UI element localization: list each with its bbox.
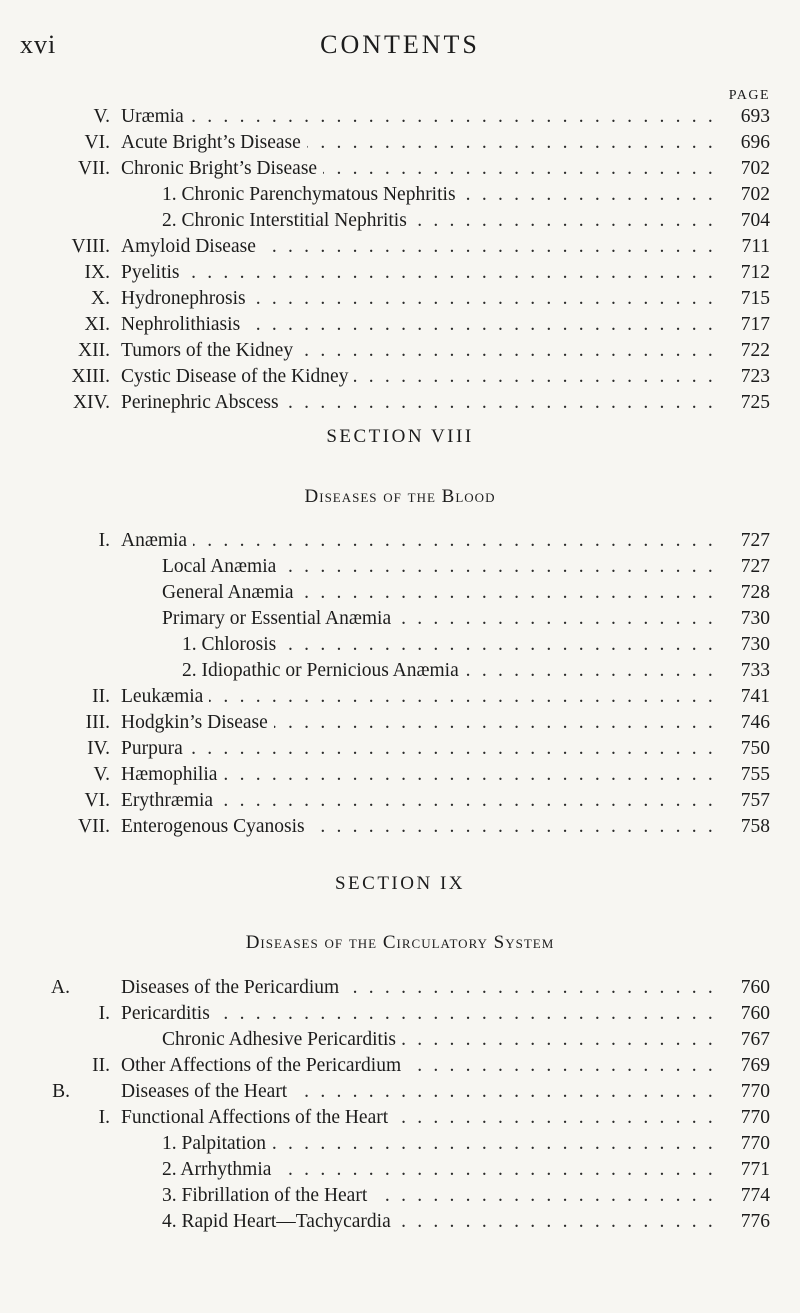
toc-entry-label: Perinephric Abscess — [121, 392, 285, 413]
toc-entry — [0, 580, 800, 606]
toc-entry-label: Hydronephrosis — [121, 288, 252, 309]
toc-entry-page: 730 — [740, 634, 770, 655]
toc-entry-number: VII. — [78, 158, 110, 179]
toc-entry-label: 2. Arrhythmia — [162, 1159, 277, 1180]
toc-entry — [0, 338, 800, 364]
toc-entry-page: 770 — [740, 1133, 770, 1154]
toc-entry-label: Pyelitis — [121, 262, 186, 283]
toc-entry-page: 696 — [740, 132, 770, 153]
toc-entry — [0, 658, 800, 684]
toc-entry-number: B. — [52, 1081, 70, 1102]
toc-entry-page: 711 — [741, 236, 770, 257]
toc-entry — [0, 208, 800, 234]
page-number: xvi — [20, 30, 57, 59]
toc-entry-page: 741 — [740, 686, 770, 707]
toc-entry-page: 702 — [740, 158, 770, 179]
toc-entry — [0, 814, 800, 840]
toc-entry-label: 4. Rapid Heart—Tachycardia — [162, 1211, 397, 1232]
toc-entry-number: V. — [93, 764, 110, 785]
toc-entry-page: 776 — [740, 1211, 770, 1232]
toc-entry-label: Cystic Disease of the Kidney — [121, 366, 354, 387]
toc-entry — [0, 762, 800, 788]
toc-entry — [0, 975, 800, 1001]
toc-entry-label: Primary or Essential Anæmia — [162, 608, 397, 629]
toc-entry-label: 2. Chronic Interstitial Nephritis — [162, 210, 413, 231]
toc-entry-label: Amyloid Disease — [121, 236, 262, 257]
toc-entry-label: 1. Chlorosis — [182, 634, 282, 655]
toc-entry-page: 771 — [740, 1159, 770, 1180]
toc-entry-number: I. — [98, 530, 110, 551]
toc-entry-page: 730 — [740, 608, 770, 629]
toc-entry-label: Diseases of the Pericardium — [121, 977, 345, 998]
toc-entry — [0, 1105, 800, 1131]
toc-entry-page: 693 — [740, 106, 770, 127]
toc-entry-label: Anæmia — [121, 530, 193, 551]
toc-entry-page: 725 — [740, 392, 770, 413]
toc-entry — [0, 1053, 800, 1079]
toc-entry — [0, 364, 800, 390]
toc-entry-label: 1. Palpitation — [162, 1133, 272, 1154]
toc-entry — [0, 1079, 800, 1105]
toc-entry — [0, 606, 800, 632]
toc-block-circulatory — [0, 975, 800, 1235]
toc-entry-label: Hodgkin’s Disease — [121, 712, 274, 733]
toc-entry-page: 733 — [740, 660, 770, 681]
toc-entry-number: X. — [91, 288, 110, 309]
toc-entry — [0, 554, 800, 580]
toc-entry-page: 774 — [740, 1185, 770, 1206]
toc-entry-page: 722 — [740, 340, 770, 361]
toc-block-blood — [0, 528, 800, 840]
toc-entry-page: 727 — [740, 530, 770, 551]
toc-entry-number: VIII. — [71, 236, 110, 257]
toc-entry-page: 712 — [740, 262, 770, 283]
toc-entry-label: General Anæmia — [162, 582, 300, 603]
toc-entry — [0, 390, 800, 416]
toc-entry-number: V. — [93, 106, 110, 127]
toc-entry-label: Tumors of the Kidney — [121, 340, 299, 361]
toc-entry — [0, 234, 800, 260]
toc-entry-label: Chronic Bright’s Disease — [121, 158, 323, 179]
toc-entry — [0, 312, 800, 338]
toc-entry-number: VII. — [78, 816, 110, 837]
toc-entry-number: XII. — [78, 340, 110, 361]
toc-entry-number: XI. — [84, 314, 110, 335]
toc-entry-label: Hæmophilia — [121, 764, 223, 785]
toc-entry-label: 1. Chronic Parenchymatous Nephritis — [162, 184, 462, 205]
toc-entry-number: IV. — [87, 738, 110, 759]
toc-entry — [0, 156, 800, 182]
toc-entry-page: 727 — [740, 556, 770, 577]
toc-entry-page: 755 — [740, 764, 770, 785]
toc-entry-page: 758 — [740, 816, 770, 837]
toc-entry — [0, 130, 800, 156]
toc-entry-page: 702 — [740, 184, 770, 205]
toc-entry-page: 767 — [740, 1029, 770, 1050]
toc-entry-label: Chronic Adhesive Pericarditis — [162, 1029, 402, 1050]
toc-entry — [0, 528, 800, 554]
toc-entry-label: Enterogenous Cyanosis — [121, 816, 311, 837]
toc-entry — [0, 1001, 800, 1027]
toc-entry-page: 728 — [740, 582, 770, 603]
toc-entry — [0, 710, 800, 736]
toc-entry — [0, 788, 800, 814]
section-viii-subtitle: Diseases of the Blood — [304, 486, 496, 507]
toc-entry-label: Nephrolithiasis — [121, 314, 246, 335]
section-ix-title: SECTION IX — [334, 873, 466, 894]
toc-entry-number: II. — [92, 1055, 110, 1076]
toc-entry-label: Leukæmia — [121, 686, 209, 707]
toc-entry-page: 770 — [740, 1081, 770, 1102]
toc-entry-page: 704 — [740, 210, 770, 231]
toc-entry-label: Pericarditis — [121, 1003, 216, 1024]
toc-entry-page: 715 — [740, 288, 770, 309]
toc-entry-label: 2. Idiopathic or Pernicious Anæmia — [182, 660, 465, 681]
toc-entry-number: XIII. — [71, 366, 110, 387]
toc-entry-page: 760 — [740, 1003, 770, 1024]
toc-entry-number: A. — [51, 977, 70, 998]
toc-entry — [0, 684, 800, 710]
toc-entry-label: Acute Bright’s Disease — [121, 132, 307, 153]
page-title: CONTENTS — [320, 30, 480, 59]
toc-entry-number: VI. — [84, 132, 110, 153]
toc-entry — [0, 1131, 800, 1157]
toc-entry — [0, 736, 800, 762]
toc-entry-label: Purpura — [121, 738, 189, 759]
toc-entry-number: III. — [85, 712, 110, 733]
toc-block-kidney — [0, 104, 800, 416]
toc-entry-page: 770 — [740, 1107, 770, 1128]
toc-entry — [0, 260, 800, 286]
toc-entry-label: Diseases of the Heart — [121, 1081, 293, 1102]
toc-entry-number: VI. — [84, 790, 110, 811]
toc-entry-label: 3. Fibrillation of the Heart — [162, 1185, 373, 1206]
toc-entry-number: II. — [92, 686, 110, 707]
toc-entry-number: I. — [98, 1107, 110, 1128]
toc-entry-page: 723 — [740, 366, 770, 387]
toc-entry-page: 717 — [740, 314, 770, 335]
toc-entry-page: 750 — [740, 738, 770, 759]
toc-entry — [0, 632, 800, 658]
toc-entry-page: 769 — [740, 1055, 770, 1076]
toc-entry-label: Other Affections of the Pericardium — [121, 1055, 407, 1076]
toc-entry — [0, 104, 800, 130]
toc-entry-label: Erythræmia — [121, 790, 219, 811]
toc-entry — [0, 1027, 800, 1053]
toc-entry-page: 746 — [740, 712, 770, 733]
toc-entry-label: Local Anæmia — [162, 556, 282, 577]
toc-entry-number: IX. — [84, 262, 110, 283]
section-viii-title: SECTION VIII — [326, 426, 474, 447]
toc-entry — [0, 1157, 800, 1183]
section-ix-subtitle: Diseases of the Circulatory System — [245, 932, 555, 953]
toc-entry-number: XIV. — [72, 392, 110, 413]
toc-entry — [0, 286, 800, 312]
toc-entry — [0, 182, 800, 208]
toc-entry-number: I. — [98, 1003, 110, 1024]
toc-entry-label: Uræmia — [121, 106, 190, 127]
toc-entry — [0, 1209, 800, 1235]
toc-entry-page: 757 — [740, 790, 770, 811]
running-head — [20, 30, 780, 64]
page-column-label: PAGE — [728, 88, 770, 103]
toc-entry-label: Functional Affections of the Heart — [121, 1107, 394, 1128]
toc-entry-page: 760 — [740, 977, 770, 998]
toc-entry — [0, 1183, 800, 1209]
